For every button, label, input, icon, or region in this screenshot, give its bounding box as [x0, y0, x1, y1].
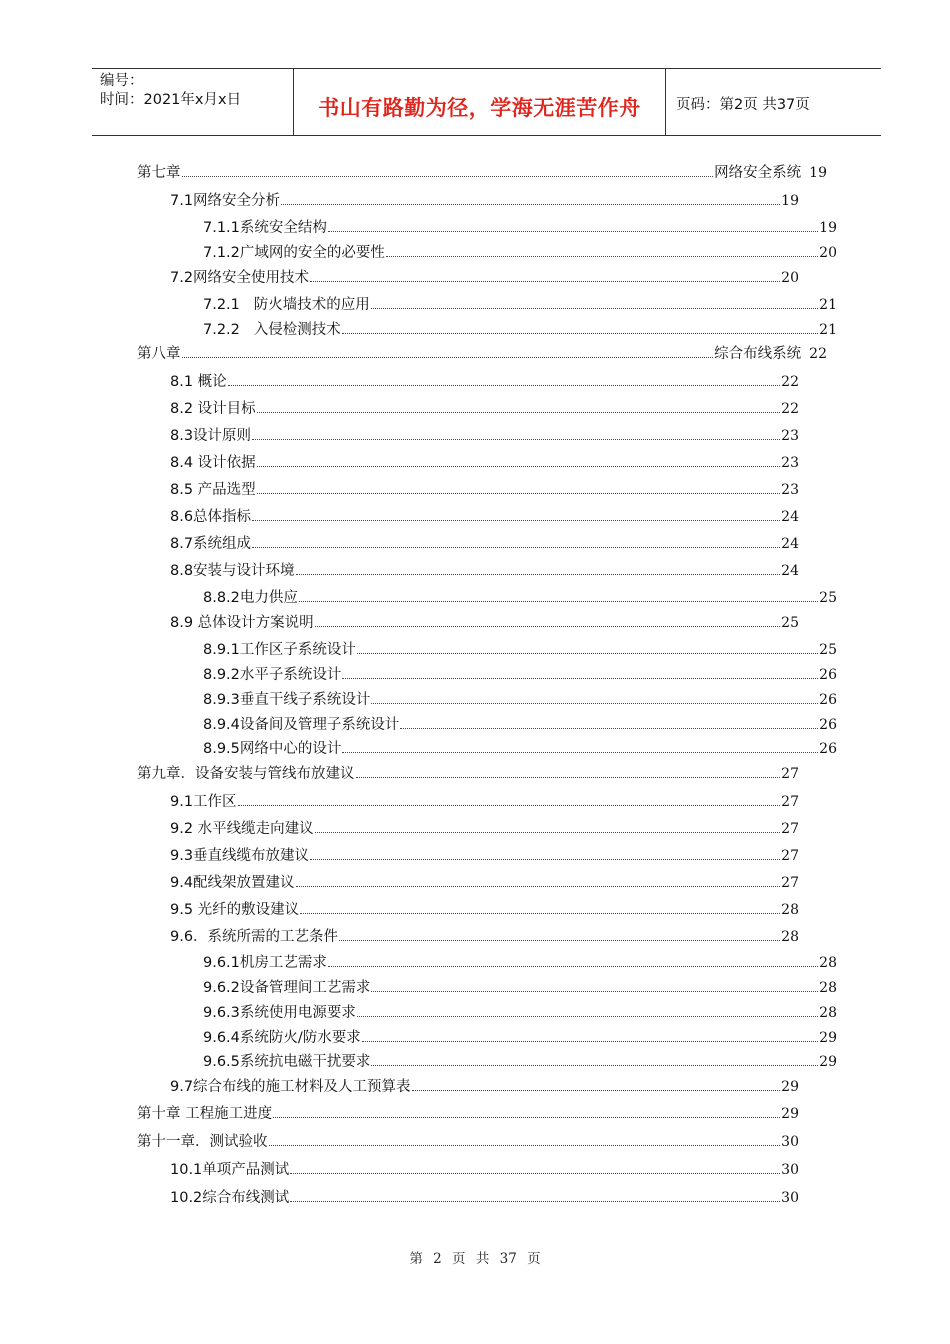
toc-leader — [228, 371, 781, 386]
toc-entry[interactable] — [203, 952, 837, 972]
toc-entry-page: 25 — [819, 642, 837, 658]
toc-entry-page: 22 — [781, 374, 799, 390]
toc-entry[interactable] — [170, 818, 799, 838]
toc-leader — [310, 267, 780, 282]
toc-leader — [371, 294, 818, 309]
toc-entry-page: 26 — [819, 717, 837, 733]
toc-entry-page: 30 — [781, 1190, 799, 1206]
toc-leader — [296, 872, 781, 887]
toc-leader — [371, 1051, 818, 1066]
header-top-rule — [92, 68, 881, 69]
toc-entry-title: 9.6.5系统抗电磁干扰要求 — [203, 1054, 371, 1070]
toc-entry-page: 30 — [781, 1134, 799, 1150]
toc-entry-page: 22 — [781, 401, 799, 417]
toc-entry-title: 8.8.2电力供应 — [203, 590, 298, 606]
toc-leader — [342, 664, 818, 679]
toc-entry[interactable] — [170, 190, 799, 210]
toc-entry[interactable] — [170, 872, 799, 892]
toc-leader — [257, 452, 781, 467]
toc-leader — [252, 506, 780, 521]
toc-leader — [252, 425, 780, 440]
toc-entry[interactable] — [203, 977, 837, 997]
toc-entry-title: 7.2网络安全使用技术 — [170, 270, 310, 286]
toc-entry-title: 9.6.2设备管理间工艺需求 — [203, 980, 371, 996]
toc-entry[interactable] — [203, 689, 837, 709]
toc-entry-title: 9.6.1机房工艺需求 — [203, 955, 327, 971]
toc-leader — [310, 845, 780, 860]
toc-leader — [315, 612, 781, 627]
toc-entry-page: 27 — [781, 875, 799, 891]
toc-entry-title: 9.5 光纤的敷设建议 — [170, 902, 300, 918]
toc-entry-title: 8.6总体指标 — [170, 509, 252, 525]
toc-leader — [357, 639, 818, 654]
toc-entry-title: 8.9 总体设计方案说明 — [170, 615, 314, 631]
toc-leader — [342, 738, 818, 753]
toc-entry-title: 第十章 工程施工进度 — [137, 1106, 273, 1122]
toc-entry-title: 8.3设计原则 — [170, 428, 252, 444]
toc-leader — [296, 560, 781, 575]
toc-entry-page: 19 — [781, 193, 799, 209]
toc-leader — [356, 763, 781, 778]
toc-entry[interactable] — [170, 452, 799, 472]
toc-entry[interactable] — [170, 899, 799, 919]
toc-entry-subtitle: 网络安全系统 — [714, 165, 802, 181]
toc-entry[interactable] — [137, 343, 827, 363]
toc-leader — [273, 1103, 780, 1118]
toc-entry[interactable] — [203, 217, 837, 237]
toc-entry-title: 8.7系统组成 — [170, 536, 252, 552]
header-motto: 书山有路勤为径，学海无涯苦作舟 — [318, 96, 641, 120]
toc-leader — [182, 343, 714, 358]
toc-entry-title: 8.9.5网络中心的设计 — [203, 741, 342, 757]
toc-entry-page: 28 — [781, 902, 799, 918]
toc-entry[interactable] — [170, 926, 799, 946]
toc-entry-page: 19 — [809, 165, 827, 181]
toc-leader — [328, 952, 818, 967]
toc-leader — [371, 689, 818, 704]
toc-leader — [252, 533, 780, 548]
toc-entry-title: 8.9.2水平子系统设计 — [203, 667, 342, 683]
toc-entry-page: 27 — [781, 794, 799, 810]
toc-entry-title: 8.5 产品选型 — [170, 482, 256, 498]
toc-entry-page: 28 — [819, 955, 837, 971]
toc-entry[interactable] — [170, 791, 799, 811]
toc-leader — [342, 319, 818, 334]
toc-entry-title: 9.6．系统所需的工艺条件 — [170, 929, 339, 945]
toc-entry[interactable] — [203, 639, 837, 659]
toc-entry-title: 8.1 概论 — [170, 374, 227, 390]
header-number-label: 编号： — [100, 73, 144, 89]
toc-leader — [386, 242, 818, 257]
toc-entry-page: 30 — [781, 1162, 799, 1178]
header-meta — [100, 72, 241, 110]
toc-entry[interactable] — [170, 1159, 799, 1179]
toc-entry-title: 8.8安装与设计环境 — [170, 563, 295, 579]
toc-entry-page: 28 — [781, 929, 799, 945]
header-divider — [665, 68, 666, 135]
toc-entry-page: 24 — [781, 509, 799, 525]
toc-entry[interactable] — [203, 587, 837, 607]
toc-entry-page: 29 — [819, 1030, 837, 1046]
toc-entry-page: 24 — [781, 563, 799, 579]
toc-entry-page: 27 — [781, 821, 799, 837]
toc-entry-title: 第八章 — [137, 346, 181, 362]
toc-leader — [362, 1027, 818, 1042]
toc-entry[interactable] — [170, 612, 799, 632]
toc-entry[interactable] — [203, 1002, 837, 1022]
toc-entry[interactable] — [203, 1051, 837, 1071]
toc-entry-title: 9.6.4系统防火/防水要求 — [203, 1030, 361, 1046]
toc-entry-page: 24 — [781, 536, 799, 552]
toc-entry[interactable] — [170, 398, 799, 418]
toc-entry[interactable] — [203, 738, 837, 758]
toc-leader — [290, 1187, 780, 1202]
toc-entry[interactable] — [203, 242, 837, 262]
toc-entry-title: 10.1单项产品测试 — [170, 1162, 290, 1178]
toc-leader — [269, 1131, 781, 1146]
toc-entry-page: 23 — [781, 482, 799, 498]
toc-leader — [357, 1002, 818, 1017]
toc-leader — [328, 217, 818, 232]
toc-entry-page: 27 — [781, 766, 799, 782]
toc-entry-page: 23 — [781, 455, 799, 471]
header-bottom-rule — [92, 135, 881, 136]
toc-leader — [281, 190, 780, 205]
toc-entry[interactable] — [170, 425, 799, 445]
toc-leader — [315, 818, 781, 833]
toc-entry-title: 第十一章．测试验收 — [137, 1134, 268, 1150]
toc-entry-page: 25 — [819, 590, 837, 606]
toc-entry-title: 8.2 设计目标 — [170, 401, 256, 417]
toc-entry-title: 7.2.1 防火墙技术的应用 — [203, 297, 370, 313]
toc-entry[interactable] — [137, 763, 799, 783]
toc-entry-page: 20 — [819, 245, 837, 261]
toc-entry-title: 9.6.3系统使用电源要求 — [203, 1005, 356, 1021]
toc-leader — [299, 587, 818, 602]
toc-entry[interactable] — [137, 1131, 799, 1151]
toc-entry-title: 10.2综合布线测试 — [170, 1190, 290, 1206]
toc-entry-page: 25 — [781, 615, 799, 631]
toc-entry-page: 19 — [819, 220, 837, 236]
toc-entry-page: 20 — [781, 270, 799, 286]
toc-entry-page: 22 — [809, 346, 827, 362]
toc-entry-title: 9.2 水平线缆走向建议 — [170, 821, 314, 837]
toc-entry-title: 7.1.2广域网的安全的必要性 — [203, 245, 385, 261]
toc-entry[interactable] — [170, 506, 799, 526]
toc-entry[interactable] — [170, 479, 799, 499]
toc-leader — [257, 398, 781, 413]
toc-entry-title: 7.1网络安全分析 — [170, 193, 281, 209]
toc-entry-page: 21 — [819, 322, 837, 338]
toc-entry-page: 29 — [781, 1079, 799, 1095]
toc-entry-title: 7.2.2 入侵检测技术 — [203, 322, 341, 338]
toc-entry-title: 8.9.3垂直干线子系统设计 — [203, 692, 371, 708]
toc-entry[interactable] — [203, 714, 837, 734]
toc-entry-title: 7.1.1系统安全结构 — [203, 220, 327, 236]
toc-entry-page: 26 — [819, 667, 837, 683]
toc-entry-page: 26 — [819, 692, 837, 708]
toc-entry[interactable] — [203, 1027, 837, 1047]
toc-leader — [257, 479, 781, 494]
toc-entry[interactable] — [170, 1076, 799, 1096]
toc-entry[interactable] — [170, 371, 799, 391]
toc-leader — [371, 977, 818, 992]
toc-entry-title: 8.9.4设备间及管理子系统设计 — [203, 717, 400, 733]
toc-leader — [400, 714, 818, 729]
toc-entry[interactable] — [170, 1187, 799, 1207]
toc-entry-title: 第九章．设备安装与管线布放建议 — [137, 766, 355, 782]
toc-entry-page: 23 — [781, 428, 799, 444]
header-time-label: 时间：2021年x月x日 — [100, 92, 242, 108]
toc-entry-title: 9.3垂直线缆布放建议 — [170, 848, 310, 864]
toc-leader — [238, 791, 781, 806]
toc-entry[interactable] — [203, 319, 837, 339]
toc-entry-title: 8.4 设计依据 — [170, 455, 256, 471]
toc-entry-title: 第七章 — [137, 165, 181, 181]
toc-entry-page: 28 — [819, 1005, 837, 1021]
toc-leader — [339, 926, 780, 941]
toc-leader — [300, 899, 780, 914]
toc-entry[interactable] — [137, 162, 827, 182]
toc-entry[interactable] — [203, 294, 837, 314]
header-page-info: 页码：第2页 共37页 — [676, 97, 810, 113]
toc-leader — [412, 1076, 781, 1091]
toc-entry[interactable] — [170, 560, 799, 580]
toc-entry-page: 28 — [819, 980, 837, 996]
toc-entry[interactable] — [137, 1103, 799, 1123]
toc-entry[interactable] — [170, 267, 799, 287]
toc-entry-page: 29 — [819, 1054, 837, 1070]
toc-entry-subtitle: 综合布线系统 — [714, 346, 802, 362]
toc-leader — [182, 162, 714, 177]
toc-entry[interactable] — [170, 533, 799, 553]
toc-leader — [290, 1159, 780, 1174]
toc-entry-page: 26 — [819, 741, 837, 757]
page-footer: 第 2 页 共 37 页 — [409, 1251, 541, 1267]
toc-entry[interactable] — [203, 664, 837, 684]
toc-entry-title: 9.4配线架放置建议 — [170, 875, 295, 891]
toc-entry[interactable] — [170, 845, 799, 865]
toc-entry-title: 9.1工作区 — [170, 794, 237, 810]
toc-entry-page: 21 — [819, 297, 837, 313]
toc-entry-title: 8.9.1工作区子系统设计 — [203, 642, 356, 658]
toc-entry-title: 9.7综合布线的施工材料及人工预算表 — [170, 1079, 411, 1095]
toc-entry-page: 27 — [781, 848, 799, 864]
toc-entry-page: 29 — [781, 1106, 799, 1122]
